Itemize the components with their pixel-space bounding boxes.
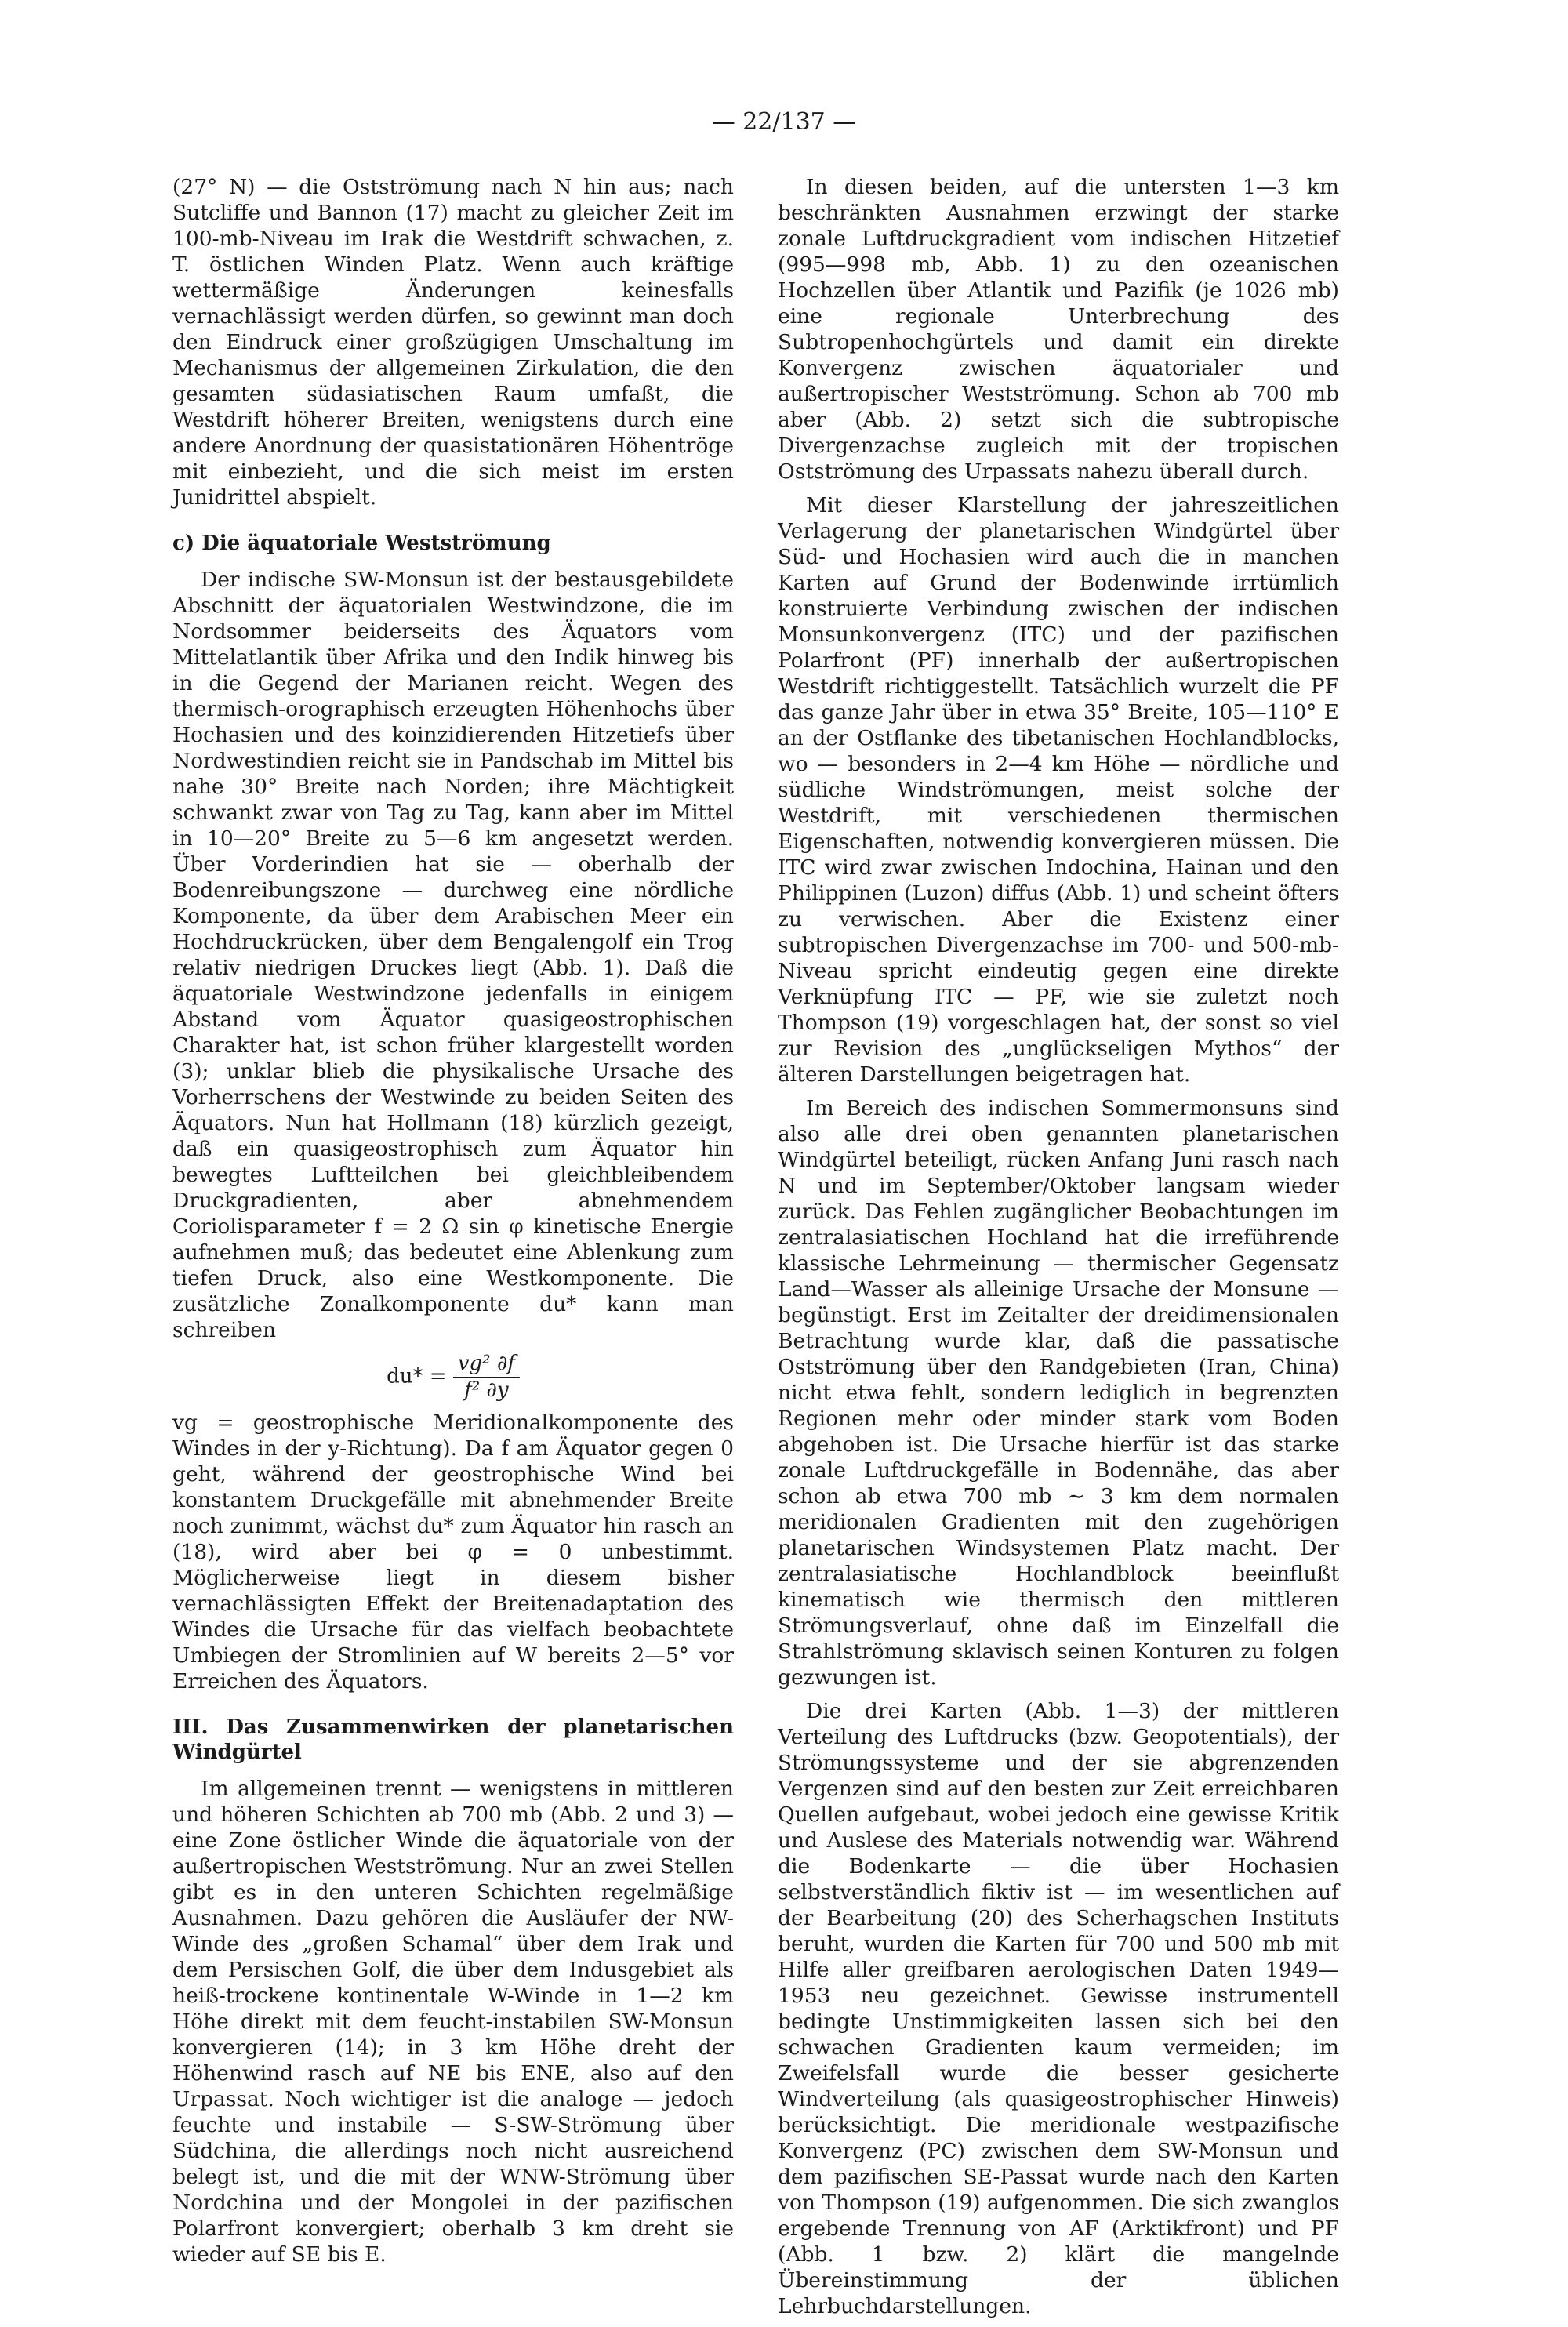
paragraph: Im allgemeinen trennt — wenigstens in mittleren und höheren Schichten ab 700 mb (Abb. 2 und 3) — eine Zone östlicher Winde die äquatoriale von der außertropischen Westströmung. Nur an zwei Stellen gibt es in den unteren Schichten regelmäßige Ausnahmen. Dazu gehören die Ausläufer der NW-Winde des „großen Schamal“ über dem Irak und dem Persischen Golf, die über dem Indusgebiet als heiß-trockene kontinentale W-Winde in 1—2 km Höhe direkt mit dem feucht-instabilen SW-Monsun konvergieren (14); in 3 km Höhe dreht der Höhenwind rasch auf NE bis ENE, also auf den Urpassat. Noch wichtiger ist die analoge — jedoch feuchte und instabile — S-SW-Strömung über Südchina, die allerdings noch nicht ausreichend belegt ist, und die mit der WNW-Strömung über Nordchina und der Mongolei in der pazifischen Polarfront konvergiert; oberhalb 3 km dreht sie wieder auf SE bis E. — [172, 1777, 734, 2267]
paragraph: Im Bereich des indischen Sommermonsuns sind also alle drei oben genannten planetarischen Windgürtel beteiligt, rücken Anfang Juni rasch nach N und im September/Oktober langsam wieder zurück. Das Fehlen zugänglicher Beobachtungen im zentralasiatischen Hochland hat die irreführende klassische Lehrmeinung — thermischer Gegensatz Land—Wasser als alleinige Ursache der Monsune — begünstigt. Erst im Zeitalter der dreidimensionalen Betrachtung wurde klar, daß die passatische Ostströmung über den Randgebieten (Iran, China) nicht etwa fehlt, sondern lediglich in begrenzten Regionen mehr oder minder stark vom Boden abgehoben ist. Die Ursache hierfür ist das starke zonale Luftdruckgefälle in Bodennähe, das aber schon ab etwa 700 mb ∼ 3 km dem normalen meridionalen Gradienten mit den zugehörigen planetarischen Windsystemen Platz macht. Der zentralasiatische Hochlandblock beeinflußt kinematisch wie thermisch den mittleren Strömungsverlauf, ohne daß im Einzelfall die Strahlströmung sklavisch seinen Konturen zu folgen gezwungen ist. — [778, 1096, 1339, 1690]
paragraph: (27° N) — die Ostströmung nach N hin aus; nach Sutcliffe und Bannon (17) macht zu gleicher Zeit im 100-mb-Niveau im Irak die Westdrift schwachen, z. T. östlichen Winden Platz. Wenn auch kräftige wettermäßige Änderungen keinesfalls vernachlässigt werden dürfen, so gewinnt man doch den Eindruck einer großzügigen Umschaltung im Mechanismus der allgemeinen Zirkulation, die den gesamten südasiatischen Raum umfaßt, die Westdrift höherer Breiten, wenigstens durch eine andere Anordnung der quasistationären Höhentröge mit einbezieht, und die sich meist im ersten Junidrittel abspielt. — [172, 175, 734, 510]
formula-fraction — [453, 1351, 520, 1403]
paragraph: Mit dieser Klarstellung der jahreszeitlichen Verlagerung der planetarischen Windgürtel über Süd- und Hochasien wird auch die in manchen Karten auf Grund der Bodenwinde irrtümlich konstruierte Verbindung zwischen der indischen Monsunkonvergenz (ITC) und der pazifischen Polarfront (PF) innerhalb der außertropischen Westdrift richtiggestellt. Tatsächlich wurzelt die PF das ganze Jahr über in etwa 35° Breite, 105—110° E an der Ostflanke des tibetanischen Hochlandblocks, wo — besonders in 2—4 km Höhe — nördliche und südliche Windströmungen, meist solche der Westdrift, mit verschiedenen thermischen Eigenschaften, notwendig konvergieren müssen. Die ITC wird zwar zwischen Indochina, Hainan und den Philippinen (Luzon) diffus (Abb. 1) und scheint öfters zu verwischen. Aber die Existenz einer subtropischen Divergenzachse im 700- und 500-mb-Niveau spricht eindeutig gegen eine direkte Verknüpfung ITC — PF, wie sie zuletzt noch Thompson (19) vorgeschlagen hat, der sonst so viel zur Revision des „unglückseligen Mythos“ der älteren Darstellungen beigetragen hat. — [778, 493, 1339, 1087]
page-number: — 22/137 — — [711, 108, 857, 136]
paragraph: vg = geostrophische Meridionalkomponente des Windes in der y-Richtung). Da f am Äquator gegen 0 geht, während der geostrophische Wind bei konstantem Druckgefälle mit abnehmender Breite noch zunimmt, wächst du* zum Äquator hin rasch an (18), wird aber bei φ = 0 unbestimmt. Möglicherweise liegt in diesem bisher vernachlässigten Effekt der Breitenadaptation des Windes die Ursache für das vielfach beobachtete Umbiegen der Stromlinien auf W bereits 2—5° vor Erreichen des Äquators. — [172, 1410, 734, 1694]
right-column — [778, 174, 1339, 2327]
paragraph: Die drei Karten (Abb. 1—3) der mittleren Verteilung des Luftdrucks (bzw. Geopotentials), der Strömungssysteme und der sie abgrenzenden Vergenzen sind auf den besten zur Zeit erreichbaren Quellen aufgebaut, wobei jedoch eine gewisse Kritik und Auslese des Materials notwendig war. Während die Bodenkarte — die über Hochasien selbstverständlich fiktiv ist — im wesentlichen auf der Bearbeitung (20) des Scherhagschen Instituts beruht, wurden die Karten für 700 und 500 mb mit Hilfe aller greifbaren aerologischen Daten 1949—1953 neu gezeichnet. Gewisse instrumentell bedingte Unstimmigkeiten lassen sich bei den schwachen Gradienten kaum vermeiden; im Zweifelsfall wurde die besser gesicherte Windverteilung (als quasigeostrophischer Hinweis) berücksichtigt. Die meridionale westpazifische Konvergenz (PC) zwischen dem SW-Monsun und dem pazifischen SE-Passat wurde nach den Karten von Thompson (19) aufgenommen. Die sich zwanglos ergebende Trennung von AF (Arktikfront) und PF (Abb. 1 bzw. 2) klärt die mangelnde Übereinstimmung der üblichen Lehrbuchdarstellungen. — [778, 1699, 1340, 2318]
formula-denominator: f² ∂y — [464, 1378, 509, 1402]
left-column — [172, 174, 734, 2275]
paragraph: In diesen beiden, auf die untersten 1—3 km beschränkten Ausnahmen erzwingt der starke zonale Luftdruckgradient vom indischen Hitzetief (995—998 mb, Abb. 1) zu den ozeanischen Hochzellen über Atlantik und Pazifik (je 1026 mb) eine regionale Unterbrechung des Subtropenhochgürtels und damit ein direkte Konvergenz zwischen äquatorialer und außertropischer Westströmung. Schon ab 700 mb aber (Abb. 2) setzt sich die subtropische Divergenzachse zugleich mit der tropischen Ostströmung des Urpassats nahezu überall durch. — [778, 175, 1339, 484]
section-heading: III. Das Zusammenwirken der planetarischen Windgürtel — [172, 1715, 734, 1764]
formula-numerator: vg² ∂f — [453, 1351, 520, 1378]
formula-lhs: du* = — [387, 1364, 447, 1389]
paragraph: Der indische SW-Monsun ist der bestausgebildete Abschnitt der äquatorialen Westwindzone, die im Nordsommer beiderseits des Äquators vom Mittelatlantik über Afrika und den Indik hinweg bis in die Gegend der Marianen reicht. Wegen des thermisch-orographisch erzeugten Höhenhochs über Hochasien und des koinzidierenden Hitzetiefs über Nordwestindien reicht sie in Pandschab im Mittel bis nahe 30° Breite nach Norden; ihre Mächtigkeit schwankt zwar von Tag zu Tag, kann aber im Mittel in 10—20° Breite zu 5—6 km angesetzt werden. Über Vorderindien hat sie — oberhalb der Bodenreibungszone — durchweg eine nördliche Komponente, da über dem Arabischen Meer ein Hochdruckrücken, über dem Bengalengolf ein Trog relativ niedrigen Druckes liegt (Abb. 1). Daß die äquatoriale Westwindzone jedenfalls in einigem Abstand vom Äquator quasigeostrophischen Charakter hat, ist schon früher klargestellt worden (3); unklar blieb die physikalische Ursache des Vorherrschens der Westwinde zu beiden Seiten des Äquators. Nun hat Hollmann (18) kürzlich gezeigt, daß ein quasigeostrophisch zum Äquator hin bewegtes Luftteilchen bei gleichbleibendem Druckgradienten, aber abnehmendem Coriolisparameter f = 2 Ω sin φ kinetische Energie aufnehmen muß; das bedeutet eine Ablenkung zum tiefen Druck, also eine Westkomponente. Die zusätzliche Zonalkomponente du* kann man schreiben — [172, 568, 734, 1342]
section-heading: c) Die äquatoriale Westströmung — [172, 532, 551, 555]
formula — [172, 1351, 734, 1403]
